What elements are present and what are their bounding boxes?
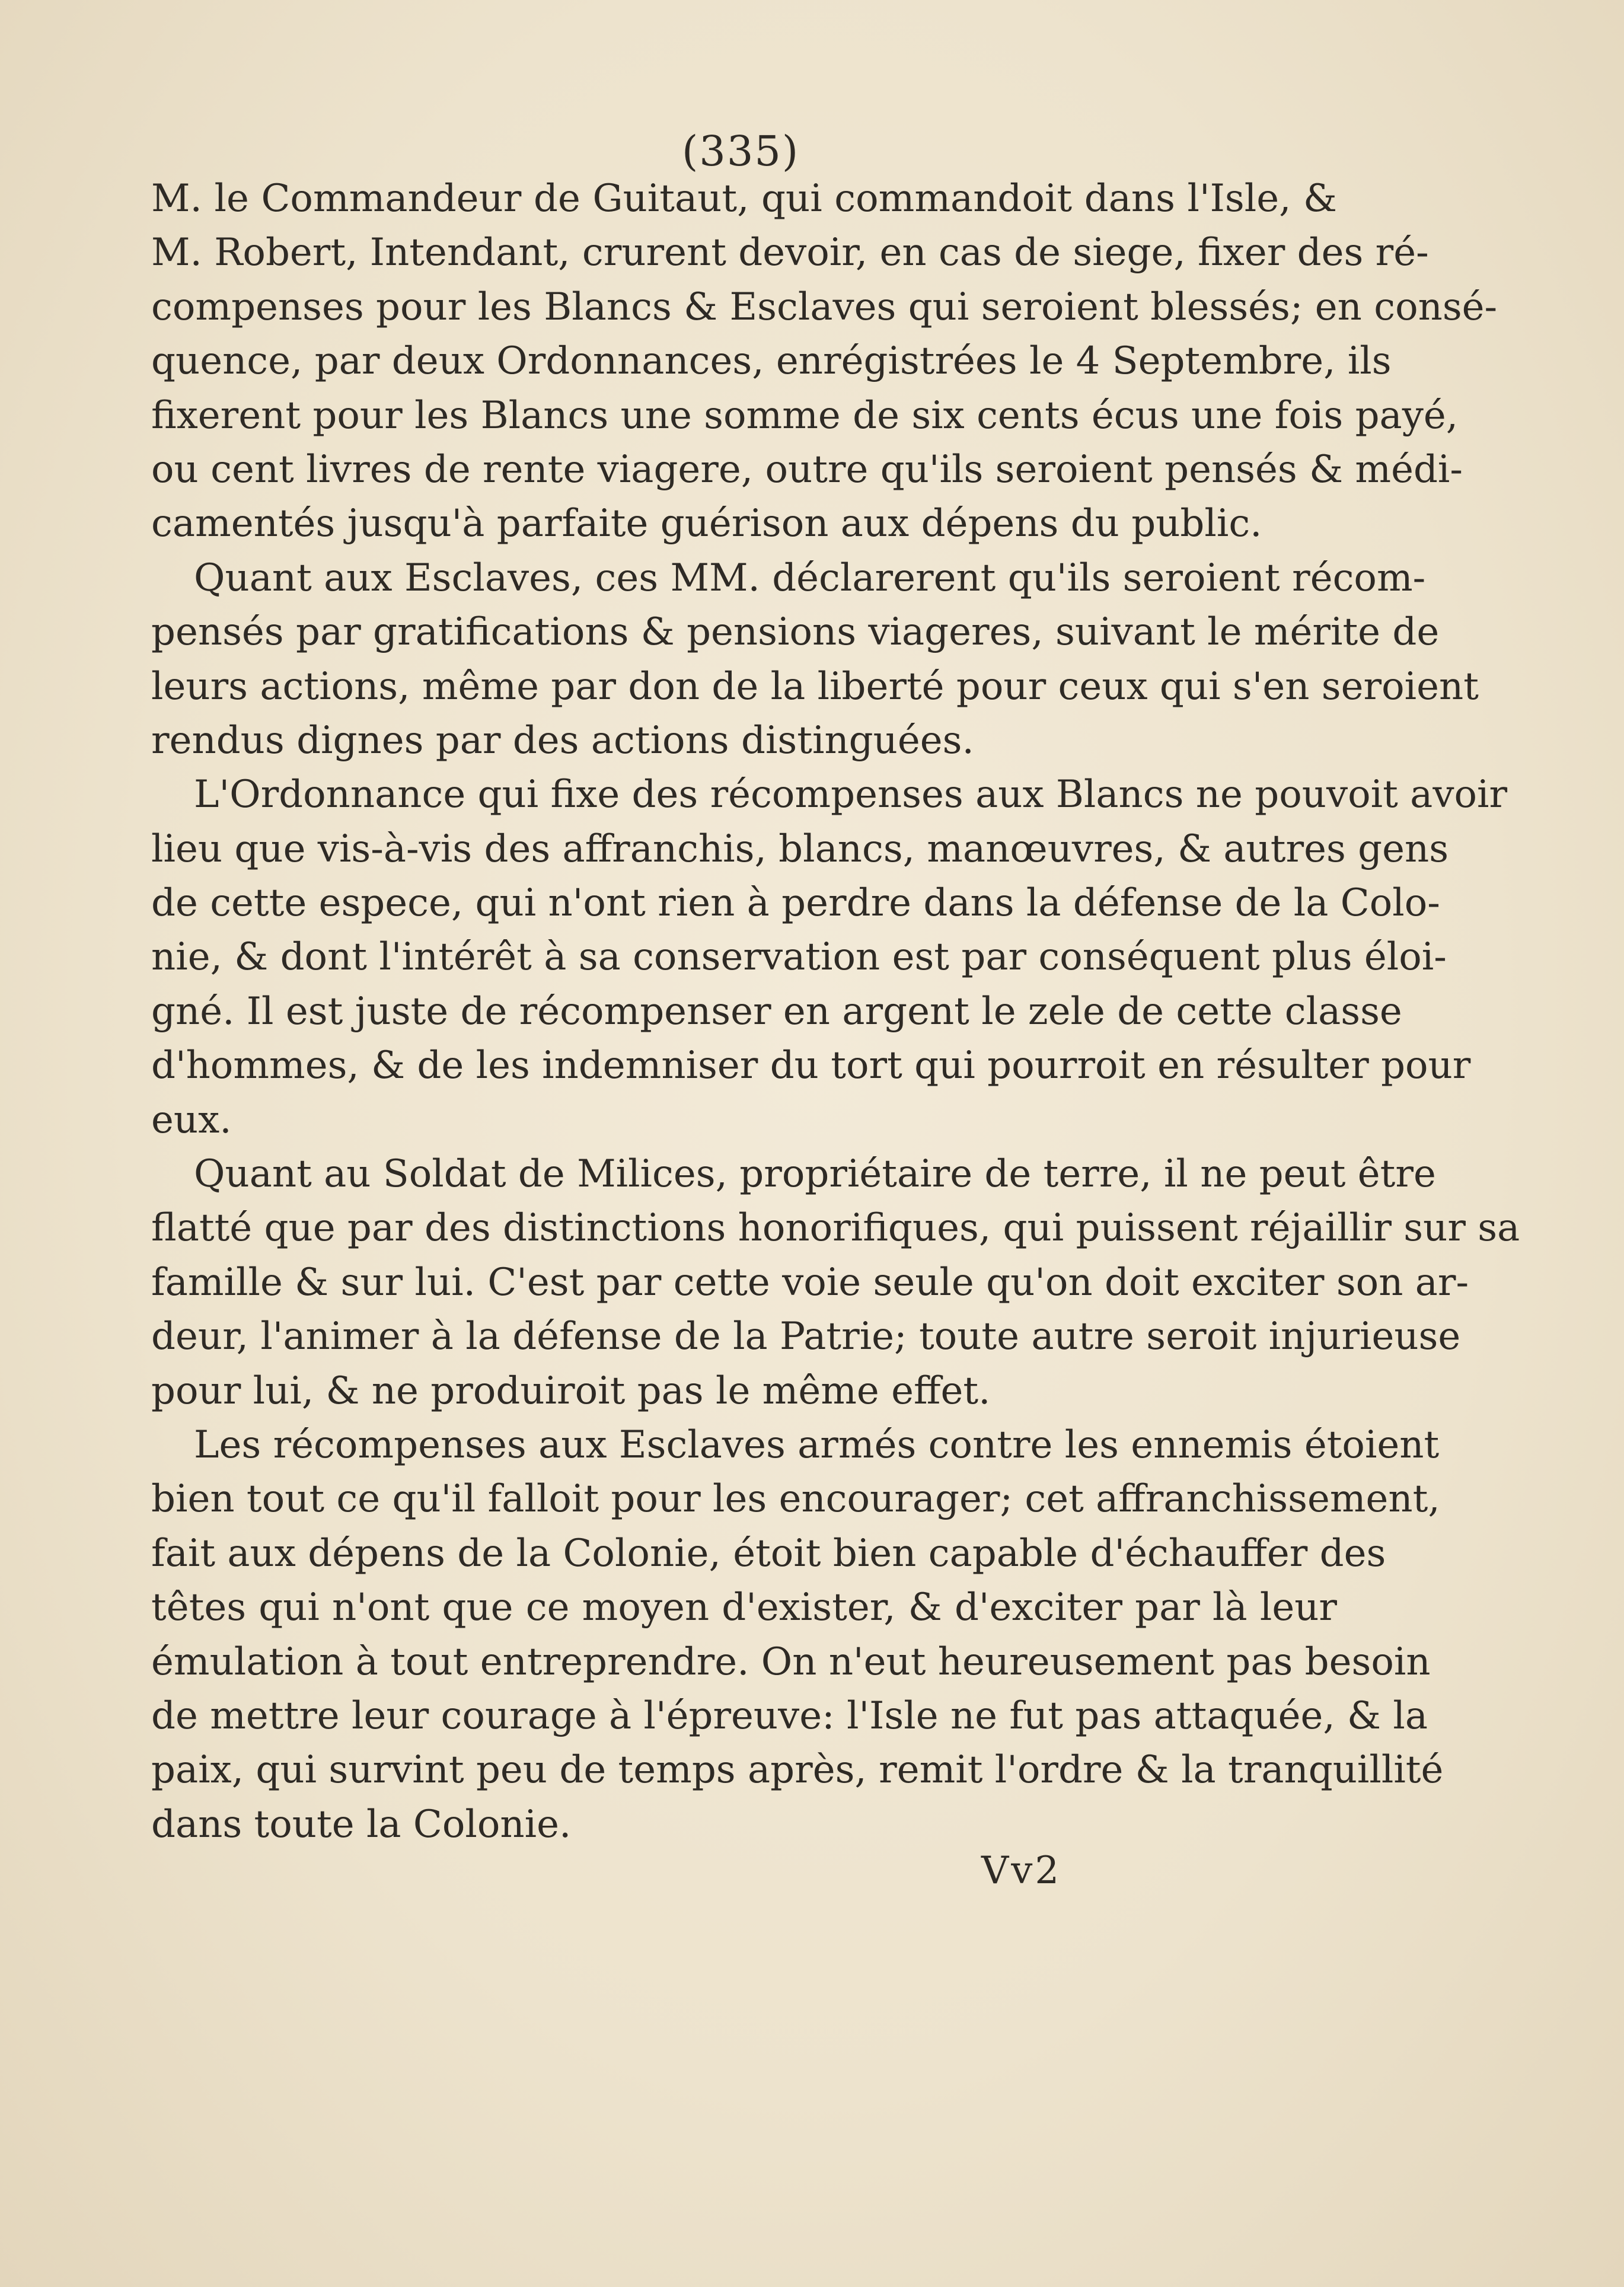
text-line: Quant aux Esclaves, ces MM. déclarerent qu'ils seroient récom- (194, 556, 1426, 600)
text-line: pensés par gratifications & pensions viageres, suivant le mérite de (151, 610, 1440, 655)
text-line: M. le Commandeur de Guitaut, qui commandoit dans l'Isle, & (151, 177, 1337, 221)
text-line: dans toute la Colonie. (151, 1802, 572, 1846)
text-line: ou cent livres de rente viagere, outre qu'ils seroient pensés & médi- (151, 447, 1463, 492)
body-text (151, 172, 1520, 1852)
text-line: M. Robert, Intendant, crurent devoir, en cas de siege, fixer des ré- (151, 231, 1429, 275)
text-line: de cette espece, qui n'ont rien à perdre dans la défense de la Colo- (151, 881, 1440, 926)
text-line: rendus dignes par des actions distinguées. (151, 718, 974, 763)
page-number: (335) (682, 127, 800, 176)
text-line: Les récompenses aux Esclaves armés contre les ennemis étoient (194, 1422, 1440, 1467)
text-line: paix, qui survint peu de temps après, remit l'ordre & la tranquillité (151, 1748, 1444, 1792)
text-line: L'Ordonnance qui fixe des récompenses aux Blancs ne pouvoit avoir (194, 773, 1508, 817)
text-line: gné. Il est juste de récompenser en argent le zele de cette classe (151, 989, 1402, 1034)
text-line: leurs actions, même par don de la liberté pour ceux qui s'en seroient (151, 664, 1479, 709)
text-line: lieu que vis-à-vis des affranchis, blancs, manœuvres, & autres gens (151, 827, 1449, 871)
text-line: fait aux dépens de la Colonie, étoit bien capable d'échauffer des (151, 1531, 1386, 1575)
text-line: Quant au Soldat de Milices, propriétaire de terre, il ne peut être (194, 1152, 1436, 1197)
signature-mark: Vv2 (981, 1849, 1062, 1893)
text-line: nie, & dont l'intérêt à sa conservation est par conséquent plus éloi- (151, 935, 1447, 980)
text-line: famille & sur lui. C'est par cette voie seule qu'on doit exciter son ar- (151, 1260, 1469, 1304)
text-line: d'hommes, & de les indemniser du tort qui pourroit en résulter pour (151, 1044, 1471, 1088)
text-line: quence, par deux Ordonnances, enrégistrées le 4 Septembre, ils (151, 339, 1392, 384)
text-line: bien tout ce qu'il falloit pour les encourager; cet affranchissement, (151, 1477, 1440, 1522)
text-line: eux. (151, 1098, 232, 1142)
text-line: deur, l'animer à la défense de la Patrie; toute autre seroit injurieuse (151, 1315, 1461, 1359)
text-line: flatté que par des distinctions honorifiques, qui puissent réjaillir sur sa (151, 1206, 1520, 1251)
text-line: fixerent pour les Blancs une somme de six cents écus une fois payé, (151, 393, 1459, 438)
text-line: pour lui, & ne produiroit pas le même effet. (151, 1369, 991, 1413)
text-line: émulation à tout entreprendre. On n'eut heureusement pas besoin (151, 1640, 1431, 1684)
text-line: de mettre leur courage à l'épreuve: l'Isle ne fut pas attaquée, & la (151, 1693, 1428, 1738)
text-line: camentés jusqu'à parfaite guérison aux dépens du public. (151, 502, 1262, 546)
text-line: compenses pour les Blancs & Esclaves qui seroient blessés; en consé- (151, 285, 1498, 329)
text-line: têtes qui n'ont que ce moyen d'exister, & d'exciter par là leur (151, 1586, 1337, 1630)
